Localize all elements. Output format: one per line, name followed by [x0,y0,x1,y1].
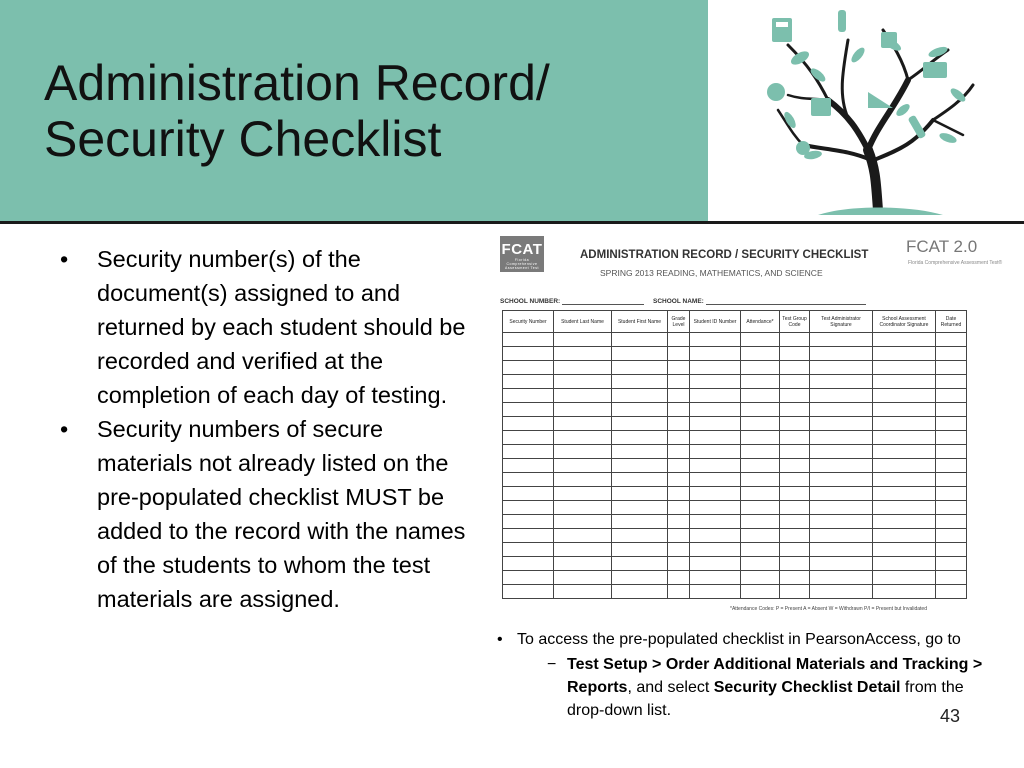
education-tree-icon [708,0,1024,221]
checklist-empty-cell [554,473,612,487]
checklist-empty-cell [668,473,690,487]
checklist-empty-cell [741,333,780,347]
fcat2-logo-subtext: Florida Comprehensive Assessment Test® [908,260,1003,266]
checklist-empty-cell [612,403,668,417]
checklist-empty-row [503,515,967,529]
checklist-empty-cell [554,459,612,473]
checklist-empty-cell [780,361,810,375]
checklist-empty-cell [741,417,780,431]
checklist-empty-cell [554,417,612,431]
checklist-empty-cell [668,333,690,347]
checklist-empty-cell [873,445,936,459]
checklist-empty-cell [612,515,668,529]
checklist-empty-row [503,543,967,557]
access-path-separator: > [968,656,983,673]
checklist-empty-cell [612,543,668,557]
checklist-empty-cell [503,473,554,487]
checklist-empty-cell [936,571,967,585]
checklist-empty-row [503,403,967,417]
col-grade-level: Grade Level [668,311,690,333]
bullet-security-number-recording: • Security number(s) of the document(s) assigned to and returned by each student should be recorded and verified at the completion of each day of testing. [60,242,480,412]
checklist-empty-cell [936,375,967,389]
access-path-item: Security Checklist Detail [713,679,901,696]
checklist-empty-cell [690,375,741,389]
checklist-empty-cell [810,515,873,529]
checklist-empty-row [503,571,967,585]
checklist-empty-cell [936,445,967,459]
checklist-empty-cell [612,361,668,375]
checklist-empty-cell [668,585,690,599]
col-test-group-code: Test Group Code [780,311,810,333]
checklist-empty-row [503,333,967,347]
checklist-table-body [503,333,967,599]
checklist-empty-cell [668,417,690,431]
checklist-empty-cell [780,585,810,599]
checklist-empty-cell [936,403,967,417]
col-coordinator-signature: School Assessment Coordinator Signature [873,311,936,333]
checklist-empty-row [503,431,967,445]
checklist-empty-cell [873,487,936,501]
checklist-empty-cell [873,417,936,431]
checklist-empty-cell [668,515,690,529]
checklist-empty-row [503,389,967,403]
checklist-empty-cell [690,347,741,361]
checklist-empty-cell [668,431,690,445]
checklist-empty-cell [503,347,554,361]
checklist-empty-cell [690,403,741,417]
checklist-empty-cell [503,361,554,375]
checklist-empty-cell [873,361,936,375]
checklist-empty-cell [873,515,936,529]
checklist-empty-row [503,459,967,473]
checklist-empty-cell [554,375,612,389]
checklist-empty-cell [873,459,936,473]
checklist-empty-cell [503,459,554,473]
checklist-empty-cell [780,557,810,571]
checklist-empty-cell [780,347,810,361]
checklist-empty-cell [780,417,810,431]
checklist-empty-cell [554,431,612,445]
checklist-empty-cell [690,445,741,459]
checklist-empty-cell [810,501,873,515]
checklist-empty-cell [810,347,873,361]
checklist-empty-cell [668,389,690,403]
checklist-empty-cell [873,501,936,515]
checklist-empty-cell [741,543,780,557]
checklist-empty-cell [810,361,873,375]
checklist-empty-cell [503,403,554,417]
checklist-empty-row [503,473,967,487]
checklist-empty-cell [554,487,612,501]
checklist-empty-row [503,361,967,375]
checklist-empty-cell [690,543,741,557]
checklist-empty-cell [873,543,936,557]
checklist-empty-cell [810,403,873,417]
checklist-empty-cell [503,557,554,571]
checklist-empty-cell [690,361,741,375]
checklist-empty-cell [668,361,690,375]
checklist-table [502,310,967,599]
checklist-empty-cell [741,389,780,403]
checklist-empty-cell [554,571,612,585]
checklist-empty-cell [690,389,741,403]
checklist-empty-cell [612,501,668,515]
checklist-empty-cell [612,487,668,501]
checklist-empty-row [503,501,967,515]
col-student-last-name: Student Last Name [554,311,612,333]
checklist-empty-cell [668,459,690,473]
access-path-tail: from the drop-down list. [567,679,964,719]
checklist-empty-cell [503,571,554,585]
checklist-empty-cell [936,557,967,571]
checklist-empty-cell [690,585,741,599]
attendance-codes-note: *Attendance Codes: P = Present A = Absent W = Withdrawn P/I = Present but Invalidated [730,606,927,612]
checklist-empty-cell [873,375,936,389]
access-path-mid: , and select [627,679,714,696]
checklist-empty-cell [873,389,936,403]
checklist-empty-cell [503,487,554,501]
checklist-empty-cell [810,557,873,571]
col-student-first-name: Student First Name [612,311,668,333]
checklist-empty-cell [690,529,741,543]
checklist-empty-cell [503,333,554,347]
fcat2-logo: FCAT 2.0 [906,237,978,256]
checklist-empty-cell [554,445,612,459]
checklist-empty-cell [690,571,741,585]
access-path-reports: Reports [567,679,628,696]
slide-title-line-1: Administration Record/ [44,55,550,111]
checklist-empty-cell [810,375,873,389]
checklist-empty-cell [668,501,690,515]
checklist-empty-row [503,417,967,431]
checklist-empty-cell [612,389,668,403]
checklist-empty-row [503,347,967,361]
checklist-empty-cell [690,417,741,431]
checklist-empty-cell [741,571,780,585]
checklist-empty-cell [810,543,873,557]
checklist-empty-row [503,487,967,501]
slide-title-line-2: Security Checklist [44,111,442,167]
checklist-empty-cell [936,529,967,543]
checklist-empty-cell [873,333,936,347]
checklist-empty-cell [503,431,554,445]
checklist-empty-cell [810,389,873,403]
checklist-empty-cell [780,389,810,403]
checklist-empty-cell [810,459,873,473]
checklist-empty-cell [612,417,668,431]
checklist-empty-cell [690,515,741,529]
fcat-logo-text: FCAT [501,241,543,258]
checklist-empty-cell [873,557,936,571]
checklist-empty-cell [503,375,554,389]
checklist-empty-cell [810,333,873,347]
checklist-empty-cell [668,403,690,417]
checklist-empty-cell [612,333,668,347]
checklist-empty-cell [503,417,554,431]
checklist-empty-cell [780,403,810,417]
checklist-empty-cell [554,501,612,515]
checklist-empty-cell [810,431,873,445]
checklist-empty-cell [780,431,810,445]
col-attendance: Attendance* [741,311,780,333]
checklist-empty-cell [873,585,936,599]
checklist-empty-cell [612,445,668,459]
checklist-empty-cell [936,585,967,599]
checklist-empty-cell [780,445,810,459]
checklist-empty-cell [936,347,967,361]
checklist-empty-cell [690,431,741,445]
access-intro: • To access the pre-populated checklist in PearsonAccess, go to [497,628,997,651]
checklist-empty-cell [612,557,668,571]
main-bullet-list [60,242,480,616]
checklist-empty-cell [554,515,612,529]
checklist-empty-cell [690,487,741,501]
checklist-empty-cell [873,473,936,487]
access-path-menu: Test Setup > Order Additional Materials and Tracking [567,656,969,673]
checklist-empty-cell [503,543,554,557]
checklist-empty-cell [780,501,810,515]
checklist-empty-cell [612,473,668,487]
checklist-empty-cell [936,515,967,529]
checklist-empty-cell [810,445,873,459]
checklist-empty-cell [668,375,690,389]
checklist-empty-cell [741,403,780,417]
checklist-empty-cell [554,557,612,571]
checklist-empty-cell [554,347,612,361]
checklist-empty-cell [668,557,690,571]
checklist-empty-row [503,375,967,389]
checklist-empty-cell [873,431,936,445]
checklist-empty-cell [612,571,668,585]
access-path [567,653,997,722]
checklist-empty-cell [554,529,612,543]
checklist-empty-cell [612,459,668,473]
page-number: 43 [940,706,961,726]
checklist-empty-cell [810,529,873,543]
checklist-empty-cell [741,375,780,389]
checklist-empty-cell [741,501,780,515]
checklist-empty-cell [503,529,554,543]
checklist-empty-cell [936,473,967,487]
checklist-empty-cell [612,347,668,361]
checklist-empty-cell [690,501,741,515]
checklist-empty-cell [780,529,810,543]
checklist-empty-cell [780,333,810,347]
checklist-empty-cell [780,571,810,585]
school-name-line [706,304,866,305]
checklist-empty-cell [873,403,936,417]
checklist-empty-cell [554,403,612,417]
fcat-logo [500,236,544,272]
bullet-secure-materials-added: • Security numbers of secure materials not already listed on the pre-populated checklist MUST be added to the record with the names of the students to whom the test materials are assigned. [60,412,480,616]
col-test-administrator-signature: Test Administrator Signature [810,311,873,333]
checklist-empty-cell [936,543,967,557]
checklist-empty-cell [668,445,690,459]
checklist-empty-cell [936,361,967,375]
checklist-empty-row [503,557,967,571]
checklist-empty-row [503,529,967,543]
checklist-empty-cell [936,459,967,473]
checklist-empty-cell [612,529,668,543]
access-instructions [497,628,997,722]
school-fields [500,298,866,305]
checklist-empty-cell [780,375,810,389]
checklist-empty-cell [810,585,873,599]
checklist-empty-cell [612,431,668,445]
checklist-empty-cell [690,459,741,473]
checklist-empty-cell [741,585,780,599]
checklist-empty-cell [810,487,873,501]
checklist-empty-cell [936,333,967,347]
checklist-empty-cell [780,515,810,529]
checklist-empty-cell [503,501,554,515]
checklist-empty-cell [612,585,668,599]
checklist-empty-cell [668,543,690,557]
checklist-empty-cell [741,529,780,543]
checklist-empty-cell [668,571,690,585]
checklist-empty-cell [780,459,810,473]
checklist-empty-cell [873,529,936,543]
checklist-empty-cell [668,487,690,501]
checklist-empty-cell [741,459,780,473]
document-title: ADMINISTRATION RECORD / SECURITY CHECKLIST [580,249,869,261]
checklist-empty-cell [503,445,554,459]
checklist-empty-cell [810,473,873,487]
checklist-empty-cell [741,557,780,571]
checklist-empty-cell [612,375,668,389]
checklist-empty-cell [741,445,780,459]
checklist-empty-cell [741,515,780,529]
checklist-empty-cell [554,543,612,557]
checklist-empty-cell [741,361,780,375]
school-name-label: SCHOOL NAME: [653,298,704,305]
checklist-empty-cell [780,543,810,557]
checklist-empty-cell [780,487,810,501]
checklist-empty-cell [668,529,690,543]
checklist-empty-cell [741,431,780,445]
checklist-empty-cell [554,389,612,403]
checklist-empty-cell [936,431,967,445]
checklist-empty-cell [936,487,967,501]
slide-title [44,55,550,167]
col-student-id-number: Student ID Number [690,311,741,333]
checklist-empty-cell [690,557,741,571]
checklist-empty-cell [554,585,612,599]
checklist-empty-row [503,445,967,459]
checklist-empty-cell [936,501,967,515]
checklist-empty-cell [741,473,780,487]
checklist-header-row [503,311,967,333]
checklist-empty-cell [690,333,741,347]
tree-logo [708,0,1024,221]
checklist-empty-cell [810,571,873,585]
checklist-empty-cell [503,515,554,529]
checklist-document-image [494,228,1003,618]
col-date-returned: Date Returned [936,311,967,333]
document-subtitle: SPRING 2013 READING, MATHEMATICS, AND SCIENCE [600,268,823,278]
header-divider [0,221,1024,224]
checklist-empty-cell [503,585,554,599]
checklist-empty-cell [741,487,780,501]
checklist-empty-cell [780,473,810,487]
checklist-empty-cell [936,417,967,431]
school-number-label: SCHOOL NUMBER: [500,298,561,305]
checklist-empty-cell [554,361,612,375]
checklist-empty-cell [554,333,612,347]
checklist-empty-cell [741,347,780,361]
checklist-empty-cell [810,417,873,431]
checklist-empty-row [503,585,967,599]
col-security-number: Security Number [503,311,554,333]
checklist-empty-cell [873,347,936,361]
checklist-empty-cell [873,571,936,585]
checklist-empty-cell [936,389,967,403]
school-number-line [562,304,644,305]
fcat-logo-subtext: Florida Comprehensive Assessment Test [505,258,539,270]
checklist-empty-cell [503,389,554,403]
checklist-empty-cell [690,473,741,487]
checklist-empty-cell [668,347,690,361]
